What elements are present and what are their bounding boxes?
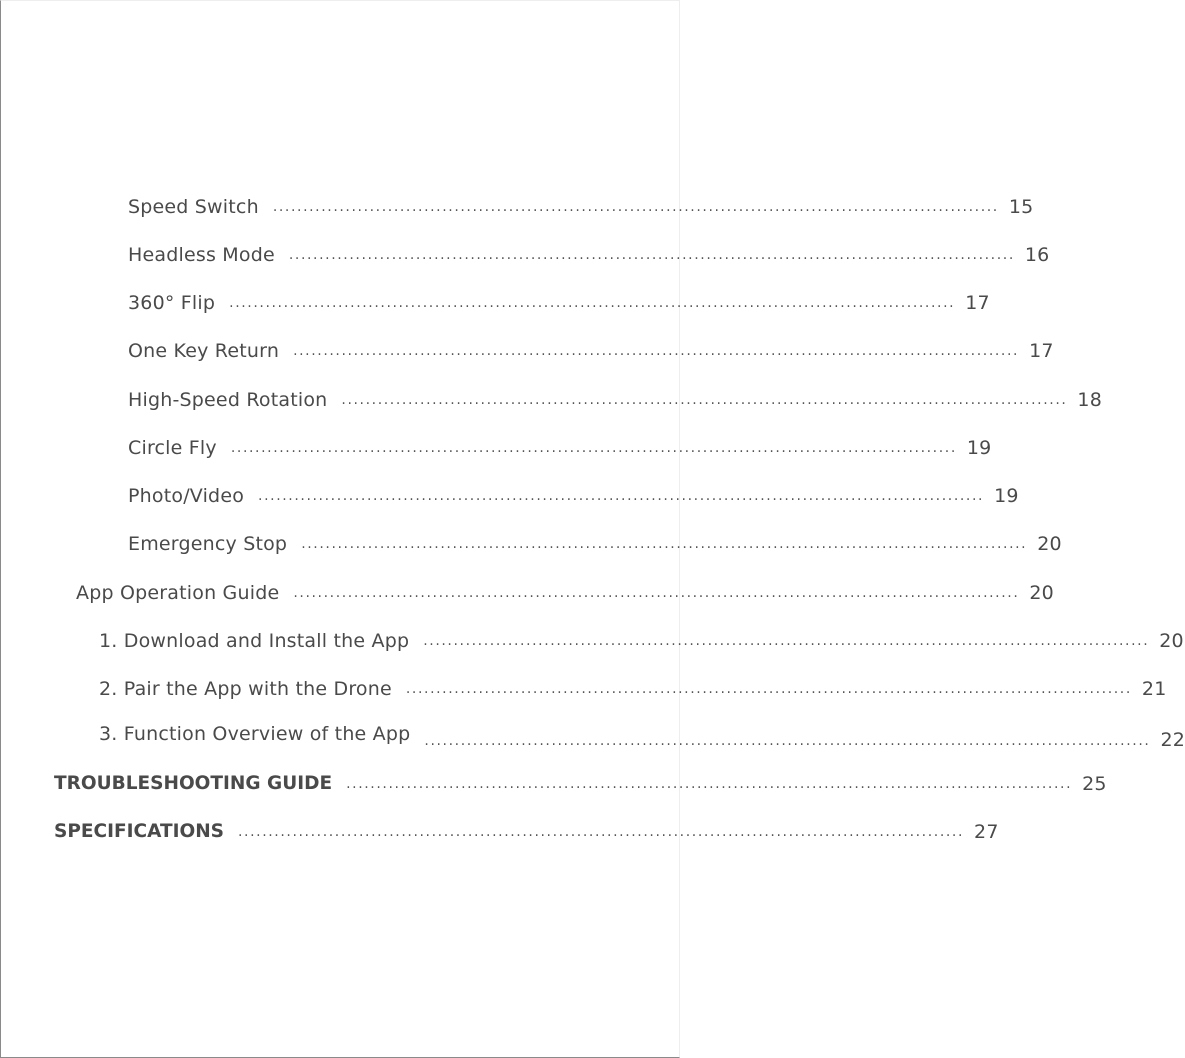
toc-entry-one-key-return[interactable] — [128, 333, 1054, 363]
toc-entry-label: TROUBLESHOOTING GUIDE — [54, 773, 333, 794]
toc-entry-page-number: 20 — [1037, 533, 1062, 555]
dot-leader: ........................................................................................................................ — [424, 733, 1151, 749]
toc-entry-label: Photo/Video — [128, 485, 245, 507]
toc-entry-label: Headless Mode — [128, 244, 275, 266]
dot-leader: ........................................................................................................................ — [238, 824, 965, 840]
dot-leader: ........................................................................................................................ — [229, 295, 956, 311]
toc-entry-page-number: 17 — [965, 292, 990, 314]
toc-entry-high-speed-rotation[interactable] — [128, 382, 1102, 412]
dot-leader: ........................................................................................................................ — [230, 440, 957, 456]
dot-leader: ........................................................................................................................ — [258, 488, 985, 504]
toc-entry-app-operation-guide[interactable] — [76, 575, 1054, 605]
toc-entry-label: Circle Fly — [128, 437, 217, 459]
toc-entry-specifications[interactable] — [54, 814, 999, 844]
toc-entry-label: 2. Pair the App with the Drone — [99, 678, 392, 700]
toc-entry-page-number: 18 — [1077, 389, 1102, 411]
toc-entry-page-number: 22 — [1160, 729, 1185, 751]
dot-leader: ........................................................................................................................ — [423, 633, 1150, 649]
toc-entry-page-number: 19 — [994, 485, 1019, 507]
toc-entry-download-install-app[interactable] — [99, 623, 1184, 653]
toc-entry-troubleshooting-guide[interactable] — [54, 766, 1107, 796]
toc-entry-emergency-stop[interactable] — [128, 526, 1062, 556]
dot-leader: ........................................................................................................................ — [272, 199, 999, 215]
dot-leader: ........................................................................................................................ — [346, 776, 1073, 792]
toc-entry-page-number: 16 — [1024, 244, 1050, 266]
toc-entry-circle-fly[interactable] — [128, 430, 992, 460]
toc-entry-label: Speed Switch — [128, 196, 259, 218]
dot-leader: ........................................................................................................................ — [293, 343, 1020, 359]
toc-entry-page-number: 20 — [1159, 630, 1184, 652]
toc-entry-360-flip[interactable] — [128, 285, 990, 315]
toc-entry-headless-mode[interactable] — [128, 237, 1050, 267]
toc-entry-label: 3. Function Overview of the App — [99, 723, 411, 745]
toc-entry-label: Emergency Stop — [128, 533, 288, 555]
toc-entry-page-number: 20 — [1029, 582, 1054, 604]
toc-entry-page-number: 15 — [1008, 196, 1034, 218]
toc-entry-label: 1. Download and Install the App — [99, 630, 410, 652]
toc-entry-label: One Key Return — [128, 340, 280, 362]
toc-entry-speed-switch[interactable] — [128, 189, 1034, 219]
dot-leader: ........................................................................................................................ — [293, 585, 1020, 601]
toc-entry-page-number: 17 — [1029, 340, 1054, 362]
toc-entry-label: App Operation Guide — [76, 582, 280, 604]
toc-entry-label: SPECIFICATIONS — [54, 821, 224, 842]
toc-entry-photo-video[interactable] — [128, 478, 1019, 508]
dot-leader: ........................................................................................................................ — [288, 247, 1015, 263]
toc-entry-page-number: 19 — [966, 437, 992, 459]
dot-leader: ........................................................................................................................ — [405, 681, 1132, 697]
dot-leader: ........................................................................................................................ — [301, 536, 1028, 552]
toc-entry-label: 360° Flip — [128, 292, 216, 314]
toc-entry-label: High-Speed Rotation — [128, 389, 328, 411]
toc-entry-page-number: 27 — [974, 821, 999, 843]
toc-entry-pair-app-drone[interactable] — [99, 671, 1167, 701]
dot-leader: ........................................................................................................................ — [341, 392, 1068, 408]
toc-entry-page-number: 21 — [1141, 678, 1167, 700]
toc-entry-function-overview-app[interactable] — [99, 716, 1185, 751]
toc-entry-page-number: 25 — [1082, 773, 1107, 795]
